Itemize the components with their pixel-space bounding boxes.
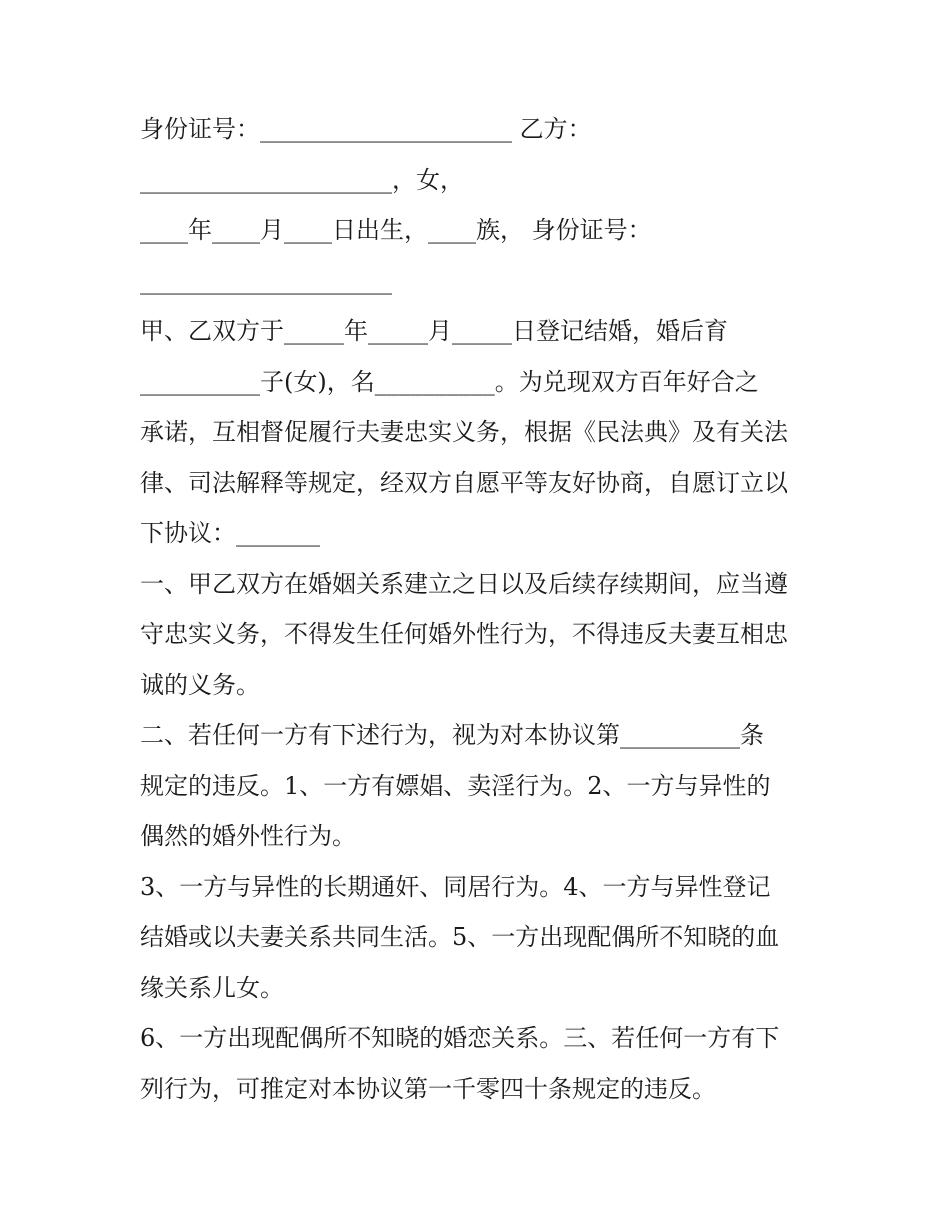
text-line-preamble-2: 律、司法解释等规定，经双方自愿平等友好协商，自愿订立以 bbox=[140, 468, 788, 497]
text-line-clause-3b: 列行为，可推定对本协议第一千零四十条规定的违反。 bbox=[140, 1074, 716, 1103]
text-line-clause-3a: 6、一方出现配偶所不知晓的婚恋关系。三、若任何一方有下 bbox=[140, 1024, 780, 1052]
text-line-clause-2e: 结婚或以夫妻关系共同生活。5、一方出现配偶所不知晓的血 bbox=[140, 923, 780, 951]
text-line-clause-2c: 偶然的婚外性行为。 bbox=[140, 822, 356, 850]
text-line-clause-2a: 二、若任何一方有下述行为，视为对本协议第__________条 bbox=[140, 721, 764, 749]
text-line-preamble-3: 下协议：_______ bbox=[140, 519, 320, 547]
text-line-marriage-date: 甲、乙双方于_____年_____月_____日登记结婚，婚后育 bbox=[140, 317, 728, 345]
text-line-clause-2b: 规定的违反。1、一方有嫖娼、卖淫行为。2、一方与异性的 bbox=[140, 771, 771, 800]
text-line-clause-1b: 守忠实义务，不得发生任何婚外性行为，不得违反夫妻互相忠 bbox=[140, 620, 788, 648]
text-line-party-a-id: 身份证号：_____________________ 乙方： bbox=[140, 115, 592, 143]
text-line-preamble-1: 承诺，互相督促履行夫妻忠实义务，根据《民法典》及有关法 bbox=[140, 418, 788, 446]
text-line-party-b-id: _____________________ bbox=[140, 266, 392, 295]
text-line-clause-1a: 一、甲乙双方在婚姻关系建立之日以及后续存续期间，应当遵 bbox=[140, 569, 788, 598]
text-line-children: __________子(女)，名__________。为兑现双方百年好合之 bbox=[140, 367, 759, 396]
document-page bbox=[140, 104, 820, 1114]
text-line-clause-1c: 诚的义务。 bbox=[140, 670, 260, 699]
text-line-party-b-birth: ____年____月____日出生，____族， 身份证号： bbox=[140, 216, 652, 244]
text-line-party-b-name: _____________________，女， bbox=[140, 165, 464, 194]
text-line-clause-2d: 3、一方与异性的长期通奸、同居行为。4、一方与异性登记 bbox=[140, 872, 771, 901]
text-line-clause-2f: 缘关系儿女。 bbox=[140, 973, 284, 1002]
